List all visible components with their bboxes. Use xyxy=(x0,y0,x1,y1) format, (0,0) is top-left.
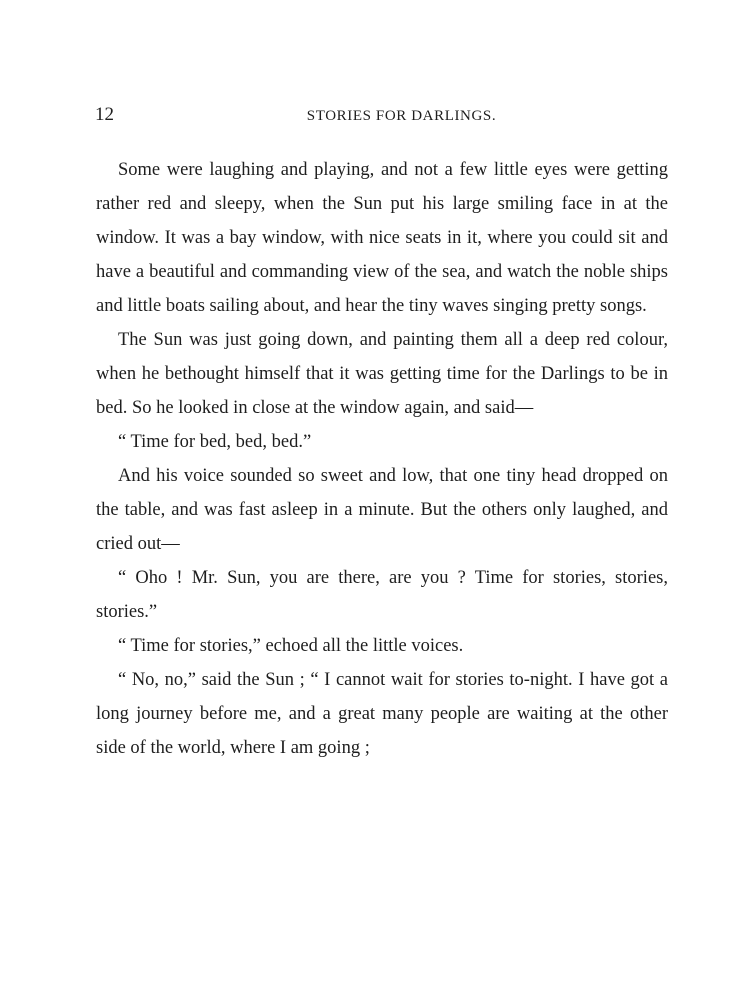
paragraph-5: “ Oho ! Mr. Sun, you are there, are you ? Time for stories, stories, stories.” xyxy=(96,568,668,622)
paragraph-3: “ Time for bed, bed, bed.” xyxy=(118,432,312,452)
page-header xyxy=(95,103,668,127)
body-text xyxy=(96,153,668,765)
paragraph-6: “ Time for stories,” echoed all the little voices. xyxy=(118,636,464,656)
paragraph-2: The Sun was just going down, and painting them all a deep red colour, when he bethought himself that it was getting time for the Darlings to be in bed. So he looked in close at the window again, and said— xyxy=(96,330,668,418)
page-number: 12 xyxy=(95,104,114,125)
paragraph-7: “ No, no,” said the Sun ; “ I cannot wait for stories to-night. I have got a long journey before me, and a great many people are waiting at the other side of the world, where I am going ; xyxy=(96,670,668,758)
running-title: STORIES FOR DARLINGS. xyxy=(306,108,497,124)
paragraph-1: Some were laughing and playing, and not a few little eyes were getting rather red and sleepy, when the Sun put his large smiling face in at the window. It was a bay window, with nice seats in it, where you could sit and have a beautiful and commanding view of the sea, and watch the noble ships and little boats sailing about, and hear the tiny waves singing pretty songs. xyxy=(96,160,668,316)
paragraph-4: And his voice sounded so sweet and low, that one tiny head dropped on the table, and was fast asleep in a minute. But the others only laughed, and cried out— xyxy=(96,466,668,554)
